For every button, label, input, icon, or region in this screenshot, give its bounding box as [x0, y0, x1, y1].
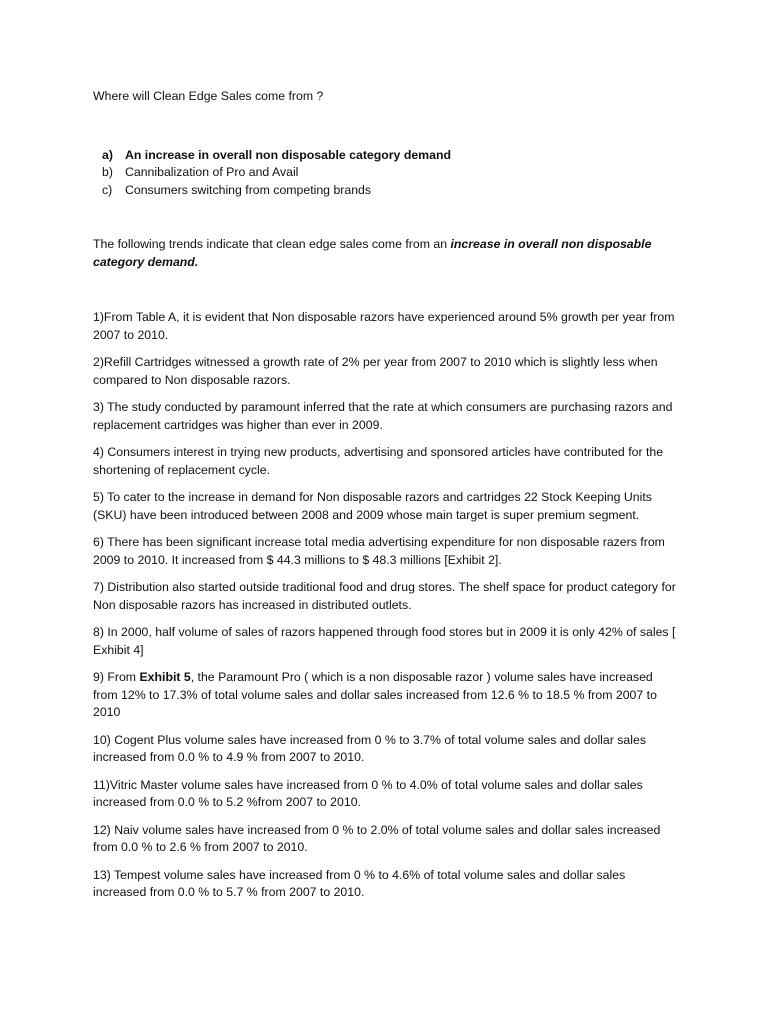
trend-point-9 [93, 669, 678, 722]
trend-point-8: 8) In 2000, half volume of sales of razors happened through food stores but in 2009 it is only 42% of sales [ Exhibit 4] [93, 625, 676, 657]
intro-emphasis: increase in overall non disposable category demand. [93, 237, 652, 269]
trend-point-13: 13) Tempest volume sales have increased from 0 % to 4.6% of total volume sales and dollar sales increased from 0.0 % to 5.7 % from 2007 to 2010. [93, 867, 626, 899]
trend-point-10: 10) Cogent Plus volume sales have increased from 0 % to 3.7% of total volume sales and dollar sales increased from 0.0 % to 4.9 % from 2007 to 2010. [93, 732, 646, 764]
option-item-b [93, 164, 678, 182]
trend-point-11: 11)Vitric Master volume sales have increased from 0 % to 4.0% of total volume sales and dollar sales increased from 0.0 % to 5.2 %from 2007 to 2010. [93, 777, 643, 809]
document-page [93, 88, 678, 912]
trend-point-5: 5) To cater to the increase in demand for Non disposable razors and cartridges 22 Stock Keeping Units (SKU) have been introduced between 2008 and 2009 whose main target is super premium segment. [93, 490, 652, 522]
option-item-a [93, 147, 678, 165]
option-text: Cannibalization of Pro and Avail [125, 165, 299, 179]
trend-point-12: 12) Naiv volume sales have increased from 0 % to 2.0% of total volume sales and dollar sales increased from 0.0 % to 2.6 % from 2007 to 2010. [93, 822, 661, 854]
intro-paragraph [93, 236, 678, 271]
trend-point-2: 2)Refill Cartridges witnessed a growth rate of 2% per year from 2007 to 2010 which is slightly less when compared to Non disposable razors. [93, 355, 658, 387]
question-title: Where will Clean Edge Sales come from ? [93, 89, 324, 103]
exhibit-5-reference: Exhibit 5 [139, 670, 191, 684]
point-9-prefix: 9) From [93, 670, 140, 684]
intro-lead: The following trends indicate that clean edge sales come from an [93, 237, 451, 251]
trend-point-3: 3) The study conducted by paramount inferred that the rate at which consumers are purchasing razors and replacement cartridges was higher than ever in 2009. [93, 400, 673, 432]
trend-point-1: 1)From Table A, it is evident that Non disposable razors have experienced around 5% growth per year from 2007 to 2010. [93, 310, 675, 342]
answer-options-list [93, 147, 678, 200]
trend-point-7: 7) Distribution also started outside traditional food and drug stores. The shelf space for product category for Non disposable razors has increased in distributed outlets. [93, 580, 676, 612]
option-marker: b) [102, 165, 113, 179]
option-item-c [93, 182, 678, 200]
option-text: An increase in overall non disposable category demand [125, 147, 451, 162]
trend-point-6: 6) There has been significant increase total media advertising expenditure for non disposable razers from 2009 to 2010. It increased from $ 44.3 millions to $ 48.3 millions [Exhibit 2]. [93, 535, 665, 567]
point-9-text: , the Paramount Pro ( which is a non disposable razor ) volume sales have increased from 12% to 17.3% of total volume sales and dollar sales increased from 12.6 % to 18.5 % from 2007 to 2010 [93, 670, 657, 719]
option-marker: c) [102, 182, 113, 197]
option-text: Consumers switching from competing brands [125, 182, 372, 197]
trend-points [93, 309, 678, 902]
trend-point-4: 4) Consumers interest in trying new products, advertising and sponsored articles have contributed for the shortening of replacement cycle. [93, 445, 664, 477]
option-marker: a) [102, 147, 113, 162]
